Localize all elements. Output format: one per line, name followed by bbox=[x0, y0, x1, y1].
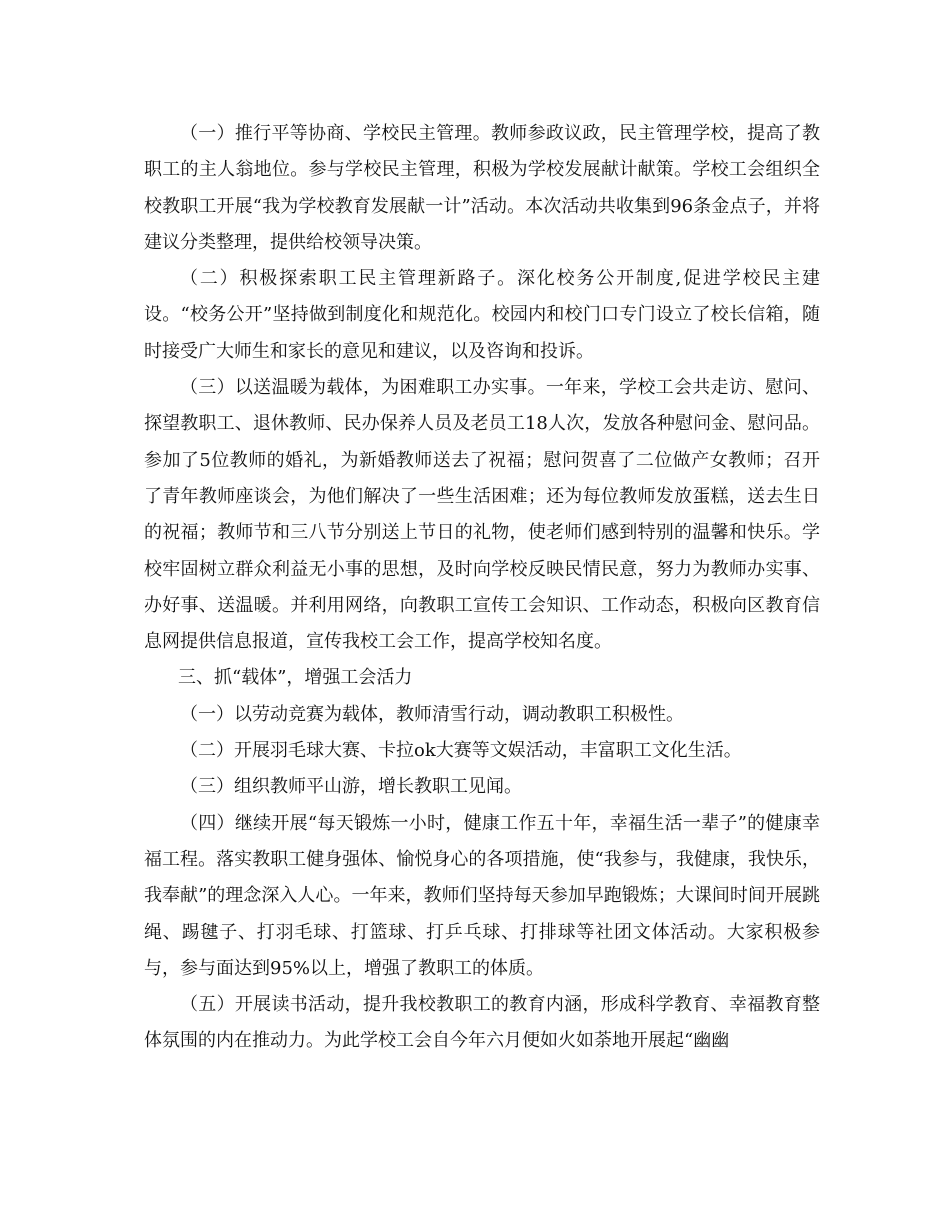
paragraph-reading: （五）开展读书活动，提升我校教职工的教育内涵，形成科学教育、幸福教育整体氛围的内在推动力。为此学校工会自今年六月便如火如荼地开展起“幽幽 bbox=[144, 994, 820, 1052]
paragraph-fitness: （四）继续开展“每天锻炼一小时，健康工作五十年，幸福生活一辈子”的健康幸福工程。落实教职工健身强体、愉悦身心的各项措施，使“我参与，我健康，我快乐，我奉献”的理念深入人心。一年来，教师们坚持每天参加早跑锻炼；大课间时间开展跳绳、踢毽子、打羽毛球、打篮球、打乒乓球、打排球等社团文体活动。大家积极参与，参与面达到95%以上，增强了教职工的体质。 bbox=[144, 812, 820, 979]
section-heading-carrier: 三、抓“载体”，增强工会活力 bbox=[178, 667, 413, 689]
document-body bbox=[144, 116, 820, 1060]
paragraph-democratic-management: （一）推行平等协商、学校民主管理。教师参政议政，民主管理学校，提高了教职工的主人翁地位。参与学校民主管理，积极为学校发展献计献策。学校工会组织全校教职工开展“我为学校教育发展献一计”活动。本次活动共收集到96条金点子，并将建议分类整理，提供给校领导决策。 bbox=[144, 123, 820, 253]
paragraph-staff-democracy: （二）积极探索职工民主管理新路子。深化校务公开制度,促进学校民主建设。“校务公开”坚持做到制度化和规范化。校园内和校门口专门设立了校长信箱，随时接受广大师生和家长的意见和建议，以及咨询和投诉。 bbox=[144, 268, 820, 362]
paragraph-warmth-support: （三）以送温暖为载体，为困难职工办实事。一年来，学校工会共走访、慰问、探望教职工、退休教师、民办保养人员及老员工18人次，发放各种慰问金、慰问品。参加了5位教师的婚礼，为新婚教师送去了祝福；慰问贺喜了二位做产女教师；召开了青年教师座谈会，为他们解决了一些生活困难；还为每位教师发放蛋糕，送去生日的祝福；教师节和三八节分别送上节日的礼物，使老师们感到特别的温馨和快乐。学校牢固树立群众利益无小事的思想，及时向学校反映民情民意，努力为教师办实事、办好事、送温暖。并利用网络，向教职工宣传工会知识、工作动态，积极向区教育信息网提供信息报道，宣传我校工会工作，提高学校知名度。 bbox=[144, 377, 820, 653]
paragraph-labor-competition: （一）以劳动竞赛为载体，教师清雪行动，调动教职工积极性。 bbox=[180, 703, 684, 725]
paragraph-outing: （三）组织教师平山游，增长教职工见闻。 bbox=[180, 776, 522, 798]
paragraph-recreation: （二）开展羽毛球大赛、卡拉ok大赛等文娱活动，丰富职工文化生活。 bbox=[180, 740, 742, 762]
